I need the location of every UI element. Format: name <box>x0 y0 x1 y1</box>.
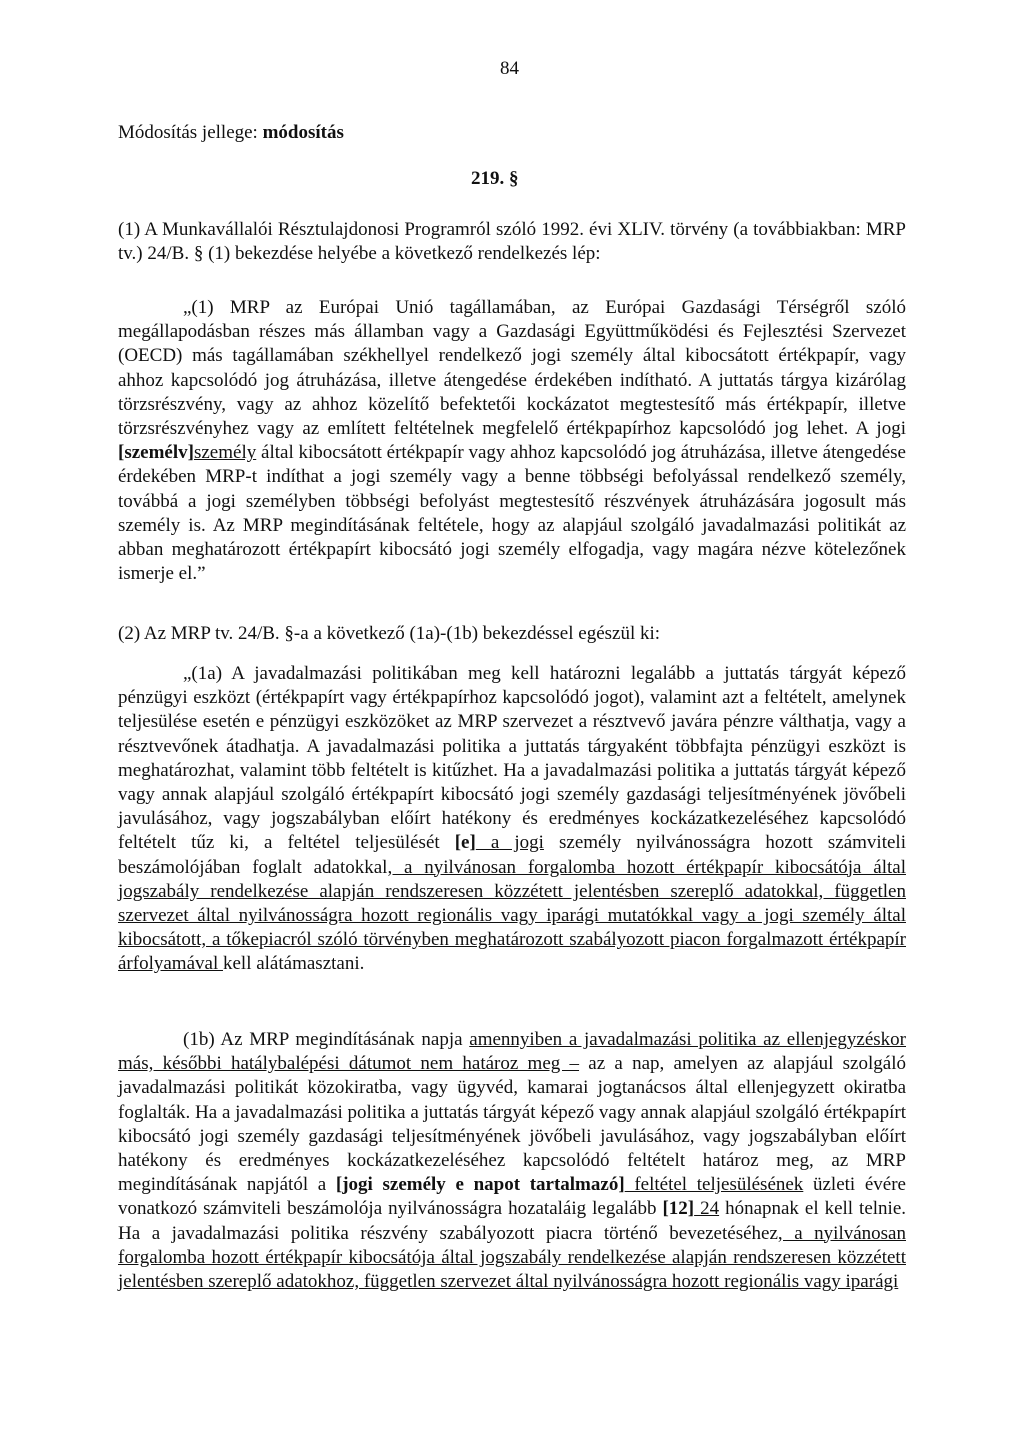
quote2-inserted-text-a: a jogi <box>475 832 544 854</box>
paragraph-2: (2) Az MRP tv. 24/B. §-a a következő (1a)-(1b) bekezdéssel egészül ki: <box>118 623 661 644</box>
quote2-inserted-text-b: , a nyilvánosan forgalomba hozott értékpapír kibocsátója által jogszabály rendelkezése alapján rendszeresen közzétett jelentésben szereplő adatokkal, független szervezet által nyilvánosságra hozott regionális vagy iparági mutatókkal vagy a jogi személy által kibocsátott, a tőkepiacról szóló törvényben meghatározott szabályozott piacon forgalmazott értékpapír árfolyamával <box>118 856 906 975</box>
quote3-inserted-text-a: amennyiben a javadalmazási politika az ellenjegyzéskor más, későbbi hatálybalépési dátumot nem határoz meg – <box>118 1029 906 1075</box>
modification-type-line <box>118 122 344 144</box>
quote2-deleted-text: [e] <box>454 832 476 854</box>
quoted-provision-1 <box>118 296 906 586</box>
quote3-text-b: az a nap, amelyen az alapjául szolgáló javadalmazási politikát közokiratba, vagy ügyvéd, kamarai jogtanácsos által ellenjegyzett okiratba foglalták. Ha a javadalmazási politika a juttatás tárgyát képező vagy annak alapjául szolgáló értékpapírt kibocsátó jogi személy gazdasági teljesítményének jövőbeli javulásához, vagy jogszabályban előírt hatékony és eredményes kockázatkezeléséhez kapcsolódó feltételt határoz meg, az MRP megindításának napjától a <box>118 1053 906 1196</box>
quote3-deleted-text-a: [jogi személy e napot tartalmazó] <box>335 1174 625 1196</box>
quote3-inserted-text-c: 24 <box>694 1198 720 1220</box>
quoted-provision-1a <box>118 662 906 977</box>
quote2-text-b: személy nyilvánosságra hozott számviteli beszámolójában foglalt adatokkal <box>118 832 906 878</box>
section-number: 219. § <box>471 168 519 189</box>
quote1-deleted-text: [személv] <box>118 442 194 464</box>
quote2-text-c: kell alátámasztani. <box>222 953 365 975</box>
quote1-inserted-text: személy <box>193 442 257 464</box>
quote2-text-a: „(1a) A javadalmazási politikában meg kell határozni legalább a juttatás tárgyát képező pénzügyi eszközt (értékpapírt vagy értékpapírhoz kapcsolódó jogot), valamint azt a feltételt, amelynek teljesülése esetén e pénzügyi eszközöket az MRP szervezet a résztvevő javára pénzre válthatja, vagy a résztvevőnek átadhatja. A javadalmazási politika a juttatás tárgyaként többfajta pénzügyi eszközt is meghatározhat, valamint több feltételt is kitűzhet. Ha a javadalmazási politika a juttatás tárgyát képező vagy annak alapjául szolgáló értékpapírt kibocsátó jogi személy gazdasági teljesítményének jövőbeli javulásához, vagy jogszabályban előírt hatékony és eredményes kockázatkezeléséhez kapcsolódó feltételt tűz ki, a feltétel teljesülését <box>118 663 906 854</box>
quote1-text-b: által kibocsátott értékpapír vagy ahhoz kapcsolódó jog átruházása, illetve átengedése érdekében MRP-t indíthat a jogi személy vagy a benne többségi befolyással rendelkező személy, továbbá a jogi személyben többségi befolyást megtestesítő részvények átruházására jogosult más személy is. Az MRP megindításának feltétele, hogy az alapjául szolgáló javadalmazási politikát az abban meghatározott értékpapírt kibocsátó jogi személy elfogadja, vagy magára nézve kötelezőnek ismerje el.” <box>118 442 906 585</box>
quote3-text-a: (1b) Az MRP megindításának napja <box>183 1029 470 1050</box>
page-number: 84 <box>500 58 519 79</box>
quote3-inserted-text-b: feltétel teljesülésének <box>624 1174 804 1196</box>
paragraph-1: (1) A Munkavállalói Résztulajdonosi Programról szóló 1992. évi XLIV. törvény (a továbbiakban: MRP tv.) 24/B. § (1) bekezdése helyébe a következő rendelkezés lép: <box>118 219 906 265</box>
modification-type-value: módosítás <box>262 122 344 143</box>
modification-type-label: Módosítás jellege: <box>118 122 263 143</box>
quoted-provision-1b <box>118 1028 906 1294</box>
quote1-text-a: „(1) MRP az Európai Unió tagállamában, az Európai Gazdasági Térségről szóló megállapodásban részes más államban vagy a Gazdasági Együttműködési és Fejlesztési Szervezet (OECD) más tagállamában székhellyel rendelkező jogi személy által kibocsátott értékpapír, vagy ahhoz kapcsolódó jog átruházása, illetve átengedése érdekében indítható. A juttatás tárgya kizárólag törzsrészvény, vagy az ahhoz közelítő befektetői kockázatot megtestesítő más értékpapír, illetve törzsrészvényhez vagy az említett feltételnek megfelelő értékpapírhoz kapcsolódó jog lehet. A jogi <box>118 297 906 440</box>
quote3-text-c: üzleti évére vonatkozó számviteli beszámolója nyilvánosságra hozataláig legalább <box>118 1174 906 1220</box>
quote3-inserted-text-d: , a nyilvánosan forgalomba hozott értékpapír kibocsátója által jogszabály rendelkezése alapján rendszeresen közzétett jelentésben szereplő adatokhoz, független szervezet által nyilvánosságra hozott regionális vagy iparági <box>118 1222 906 1293</box>
quote3-deleted-text-b: [12] <box>662 1198 695 1220</box>
quote3-text-d: hónapnak el kell telnie. Ha a javadalmazási politika részvény szabályozott piacra történő bevezetéséhez <box>118 1198 907 1244</box>
